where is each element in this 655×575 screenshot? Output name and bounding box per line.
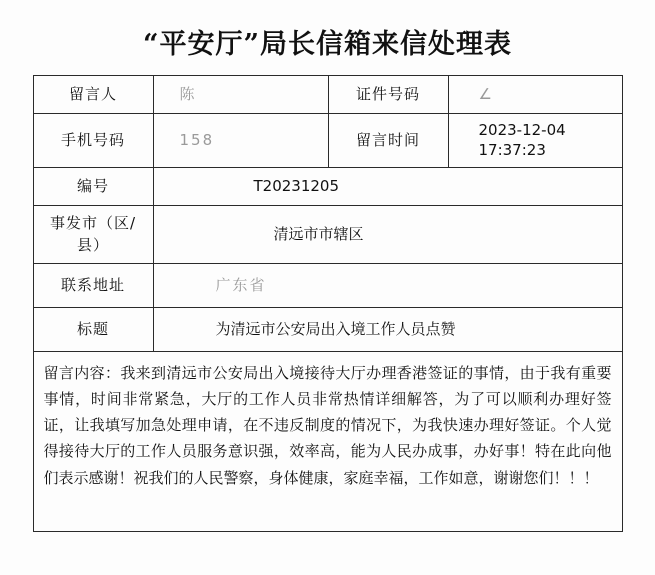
field-label-city-line1: 事发市（区/ (49, 213, 137, 232)
field-label-phone: 手机号码 (34, 114, 154, 167)
info-table (33, 75, 623, 352)
table-row (34, 76, 622, 114)
field-value-time: 2023-12-04 17:37:23 (478, 121, 566, 160)
field-label-subject: 标题 (34, 308, 154, 351)
field-value-id-number: ∠ (478, 85, 494, 104)
table-row (34, 308, 622, 352)
field-value-address: 广东省 (215, 275, 267, 294)
field-value-number: T20231205 (253, 176, 340, 195)
field-label-time: 留言时间 (329, 114, 449, 167)
field-label-number: 编号 (34, 168, 154, 205)
field-value-phone: 158 (154, 114, 329, 167)
field-label-city (34, 206, 154, 263)
field-label-sender: 留言人 (34, 76, 154, 113)
field-value-city: 清远市市辖区 (273, 224, 364, 243)
field-value-subject: 为清远市公安局出入境工作人员点赞 (215, 319, 456, 338)
table-row (34, 168, 622, 206)
content-text: 我来到清远市公安局出入境接待大厅办理香港签证的事情，由于我有重要事情，时间非常紧急，大厅的工作人员非常热情详细解答，为了可以顺利办理好签证，让我填写加急处理申请，在不违反制度的情况下，为我快速办理好签证。个人觉得接待大厅的工作人员服务意识强，效率高，能为人民办成事，办好事！特在此向他们表示感谢！祝我们的人民警察，身体健康，家庭幸福，工作如意，谢谢您们！！！ (43, 363, 612, 487)
content-label: 留言内容： (43, 363, 121, 382)
table-row (34, 114, 622, 168)
field-label-id-number: 证件号码 (329, 76, 449, 113)
field-value-sender: 陈 (154, 76, 329, 113)
field-label-city-line2: 县） (76, 236, 109, 254)
content-section (33, 352, 623, 532)
table-row (34, 264, 622, 308)
field-label-address: 联系地址 (34, 264, 154, 307)
page-title: “平安厅”局长信箱来信处理表 (142, 29, 513, 60)
table-row (34, 206, 622, 264)
